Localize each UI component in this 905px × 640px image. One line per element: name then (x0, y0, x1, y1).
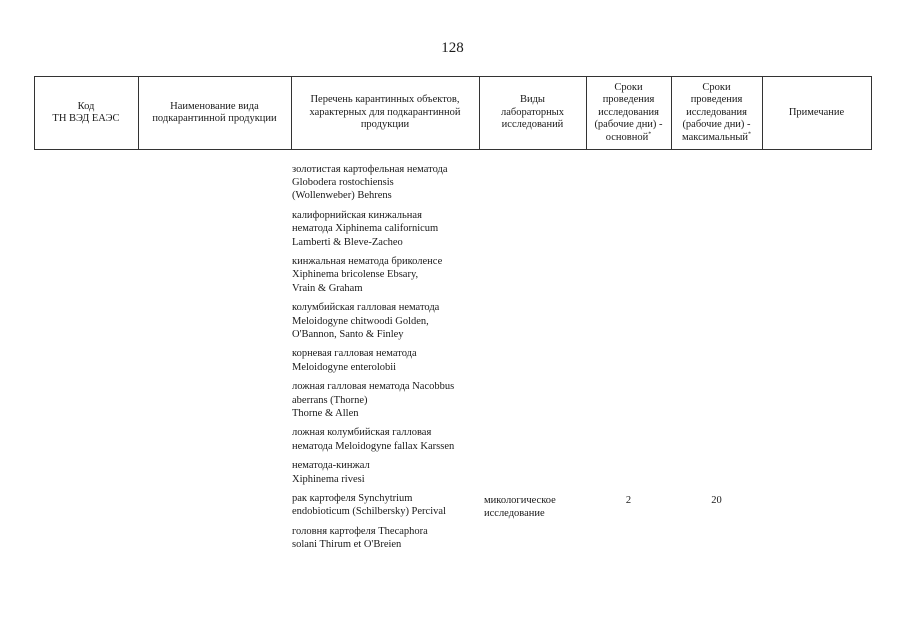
list-item: ложная галловая нематода Nacobbus aberrans (Thorne) Thorne & Allen (292, 381, 455, 419)
list-item: нематода-кинжал Xiphinema rivesi (292, 460, 370, 485)
header-note: Примечание (788, 106, 845, 118)
list-item: рак картофеля Synchytrium endobioticum (Schilbersky) Percival (292, 493, 446, 518)
quarantine-objects-list (292, 163, 482, 558)
header-term-max: Сроки проведения исследования (рабочие дни) - максимальный* (682, 81, 751, 143)
list-item: головня картофеля Thecaphora solani Thirum et O'Breien (292, 526, 428, 551)
list-item: корневая галловая нематода Meloidogyne enterolobii (292, 348, 417, 373)
list-item: калифорнийская кинжальная нематода Xiphinema californicum Lamberti & Bleve-Zacheo (292, 210, 439, 248)
header-product-name: Наименование вида подкарантинной продукции (152, 100, 277, 124)
header-lab-research: Виды лабораторных исследований (500, 94, 564, 131)
term-max-value: 20 (711, 495, 722, 506)
research-type: микологическое исследование (484, 495, 556, 520)
page-number: 128 (441, 40, 464, 56)
term-main-value: 2 (625, 495, 632, 506)
header-code: Код ТН ВЭД ЕАЭС (52, 100, 120, 124)
list-item: кинжальная нематода бриколенсе Xiphinema bricolense Ebsary, Vrain & Graham (292, 256, 443, 294)
footnote-mark: * (748, 131, 751, 138)
footnote-mark: * (648, 131, 652, 138)
table-header (34, 76, 872, 150)
list-item: колумбийская галловая нематода Meloidogyne chitwoodi Golden, O'Bannon, Santo & Finley (292, 302, 440, 340)
header-term-main: Сроки проведения исследования (рабочие дни) - основной* (594, 81, 663, 143)
header-quarantine-objects: Перечень карантинных объектов, характерных для подкарантинной продукции (309, 94, 461, 131)
list-item: ложная колумбийская галловая нематода Meloidogyne fallax Karssen (292, 427, 455, 452)
list-item: золотистая картофельная нематода Globodera rostochiensis (Wollenweber) Behrens (292, 164, 448, 202)
